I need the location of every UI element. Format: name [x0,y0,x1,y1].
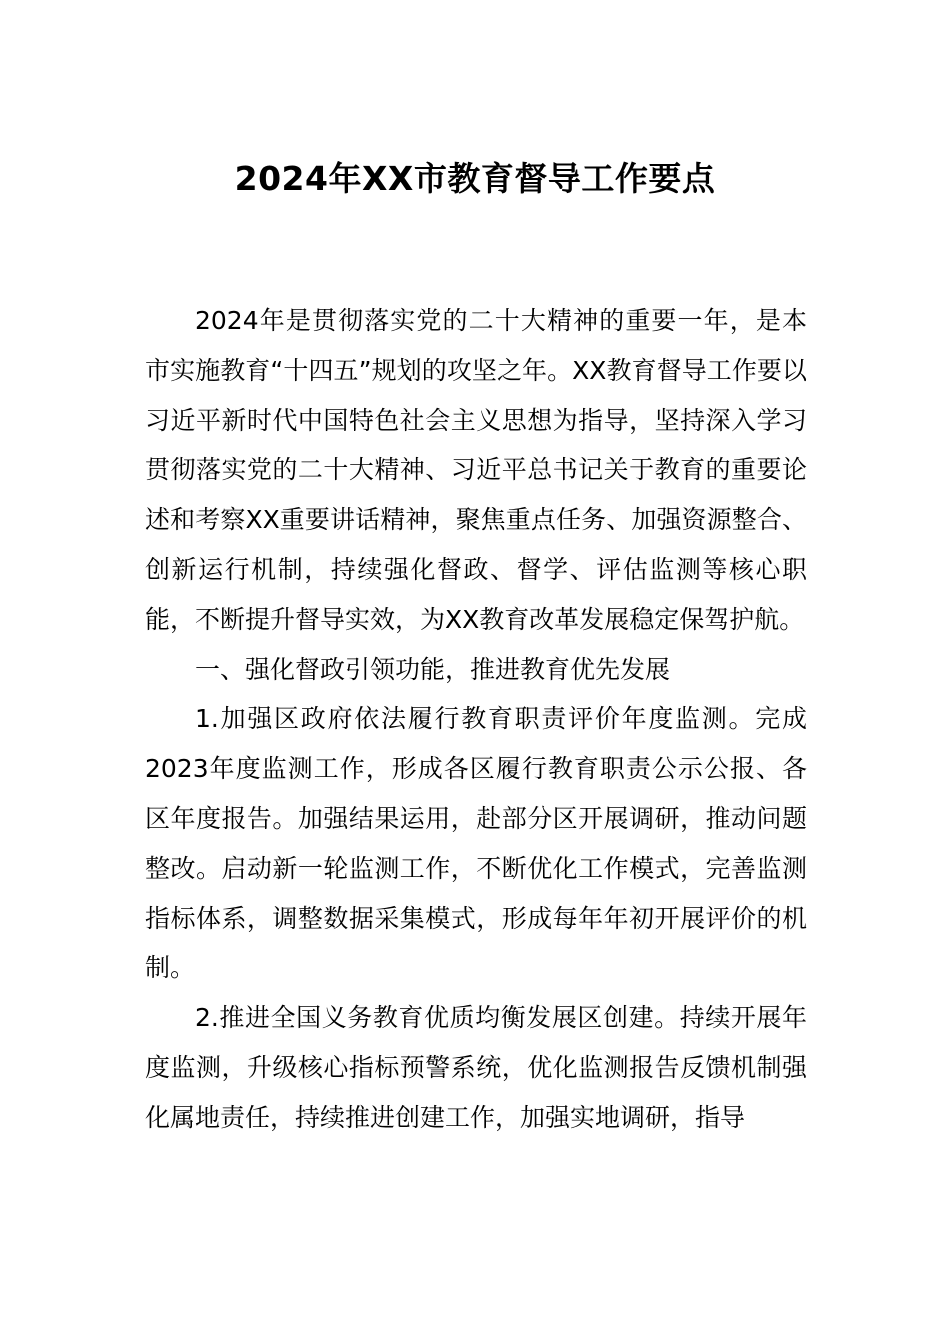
item-paragraph-1: 1.加强区政府依法履行教育职责评价年度监测。完成2023年度监测工作，形成各区履行教育职责公示公报、各区年度报告。加强结果运用，赴部分区开展调研，推动问题整改。启动新一轮监测工作，不断优化工作模式，完善监测指标体系，调整数据采集模式，形成每年年初开展评价的机制。 [145,704,807,983]
document-title: 2024年XX市教育督导工作要点 [234,159,716,198]
document-body [145,296,807,1143]
intro-paragraph: 2024年是贯彻落实党的二十大精神的重要一年，是本市实施教育“十四五”规划的攻坚之年。XX教育督导工作要以习近平新时代中国特色社会主义思想为指导，坚持深入学习贯彻落实党的二十大精神、习近平总书记关于教育的重要论述和考察XX重要讲话精神，聚焦重点任务、加强资源整合、创新运行机制，持续强化督政、督学、评估监测等核心职能，不断提升督导实效，为XX教育改革发展稳定保驾护航。 [145,306,807,634]
section-heading-1: 一、强化督政引领功能，推进教育优先发展 [195,654,671,684]
item-paragraph-2: 2.推进全国义务教育优质均衡发展区创建。持续开展年度监测，升级核心指标预警系统，优化监测报告反馈机制强化属地责任，持续推进创建工作，加强实地调研，指导 [145,1003,807,1132]
